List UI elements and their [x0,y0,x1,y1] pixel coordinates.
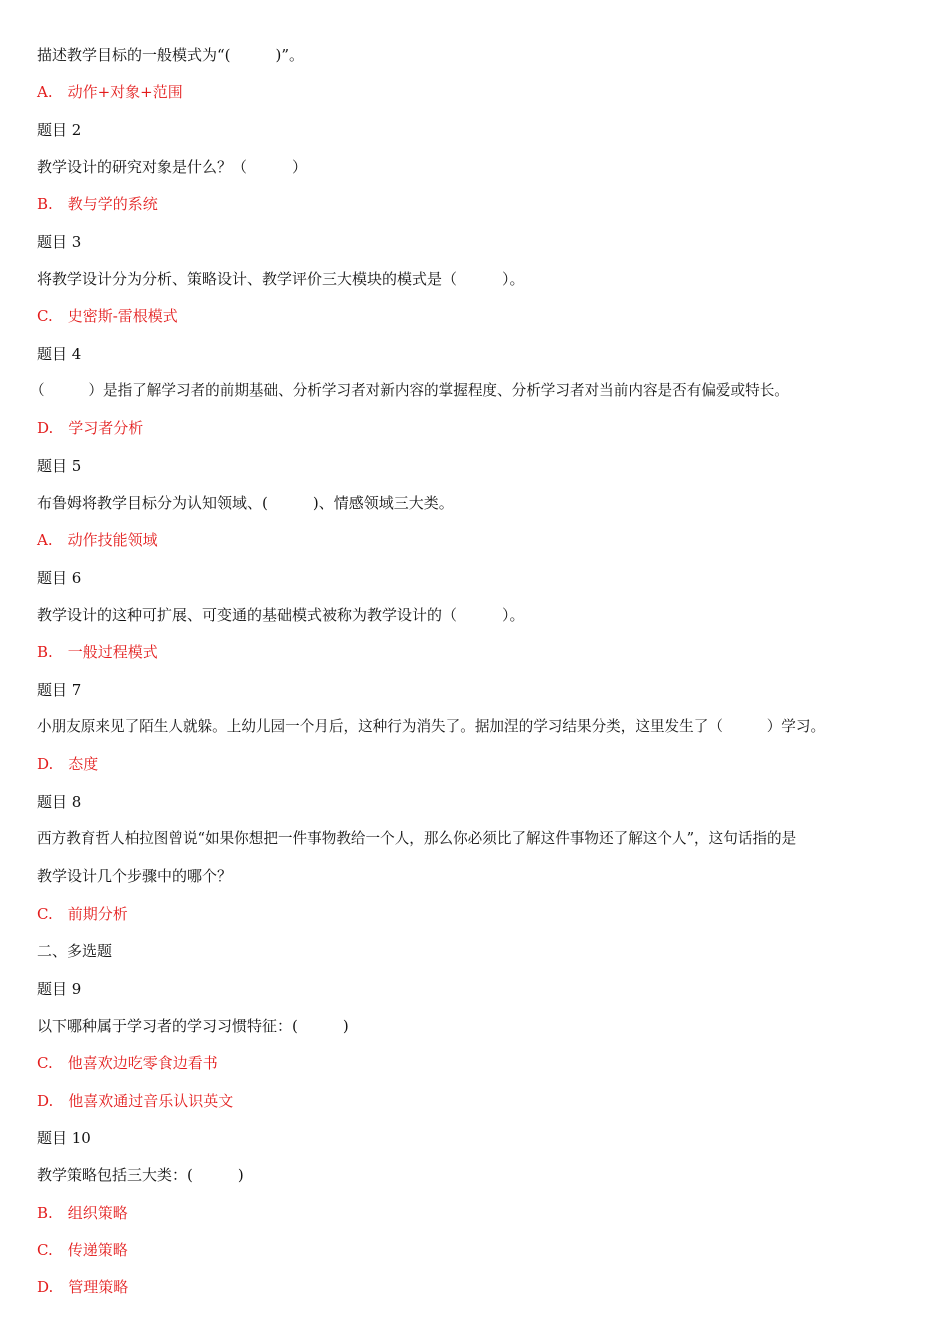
question-10-text: 教学策略包括三大类：( ) [37,1166,244,1184]
question-3-text: 将教学设计分为分析、策略设计、教学评价三大模块的模式是（ ）。 [37,270,525,288]
section-heading-multiple-choice: 二、多选题 [37,942,113,960]
question-heading-2: 题目 2 [37,121,82,139]
question-4-text: （ ）是指了解学习者的前期基础、分析学习者对新内容的掌握程度、分析学习者对当前内容是否有偏爱或特长。 [30,382,789,399]
answer-10-c: C. 传递策略 [37,1241,128,1259]
answer-1: A. 动作+对象+范围 [37,83,183,101]
answer-3: C. 史密斯-雷根模式 [37,307,178,325]
answer-7: D. 态度 [37,755,99,773]
question-heading-4: 题目 4 [37,345,82,363]
answer-10-d: D. 管理策略 [37,1278,129,1296]
question-heading-5: 题目 5 [37,457,82,475]
question-heading-3: 题目 3 [37,233,82,251]
answer-4: D. 学习者分析 [37,419,144,437]
question-6-text: 教学设计的这种可扩展、可变通的基础模式被称为教学设计的（ ）。 [37,606,525,624]
question-8-text-line-2: 教学设计几个步骤中的哪个？ [37,867,233,885]
question-5-text: 布鲁姆将教学目标分为认知领域、( )、情感领域三大类。 [37,494,454,512]
answer-10-b: B. 组织策略 [37,1204,128,1222]
answer-8: C. 前期分析 [37,905,128,923]
answer-9-c: C. 他喜欢边吃零食边看书 [37,1054,218,1072]
question-heading-6: 题目 6 [37,569,82,587]
question-1-text: 描述教学目标的一般模式为“( )”。 [37,46,305,64]
answer-2: B. 教与学的系统 [37,195,158,213]
question-heading-7: 题目 7 [37,681,82,699]
question-heading-9: 题目 9 [37,980,82,998]
question-9-text: 以下哪种属于学习者的学习习惯特征：( ) [37,1017,349,1035]
question-2-text: 教学设计的研究对象是什么？（ ） [37,158,308,176]
question-7-text: 小朋友原来见了陌生人就躲。上幼儿园一个月后，这种行为消失了。据加涅的学习结果分类，这里发生了（ ）学习。 [37,718,826,735]
answer-5: A. 动作技能领域 [37,531,158,549]
question-8-text-line-1: 西方教育哲人柏拉图曾说“如果你想把一件事物教给一个人，那么你必须比了解这件事物还了解这个人”，这句话指的是 [37,830,797,847]
question-heading-8: 题目 8 [37,793,82,811]
question-heading-10: 题目 10 [37,1129,91,1147]
answer-6: B. 一般过程模式 [37,643,158,661]
answer-9-d: D. 他喜欢通过音乐认识英文 [37,1092,234,1110]
